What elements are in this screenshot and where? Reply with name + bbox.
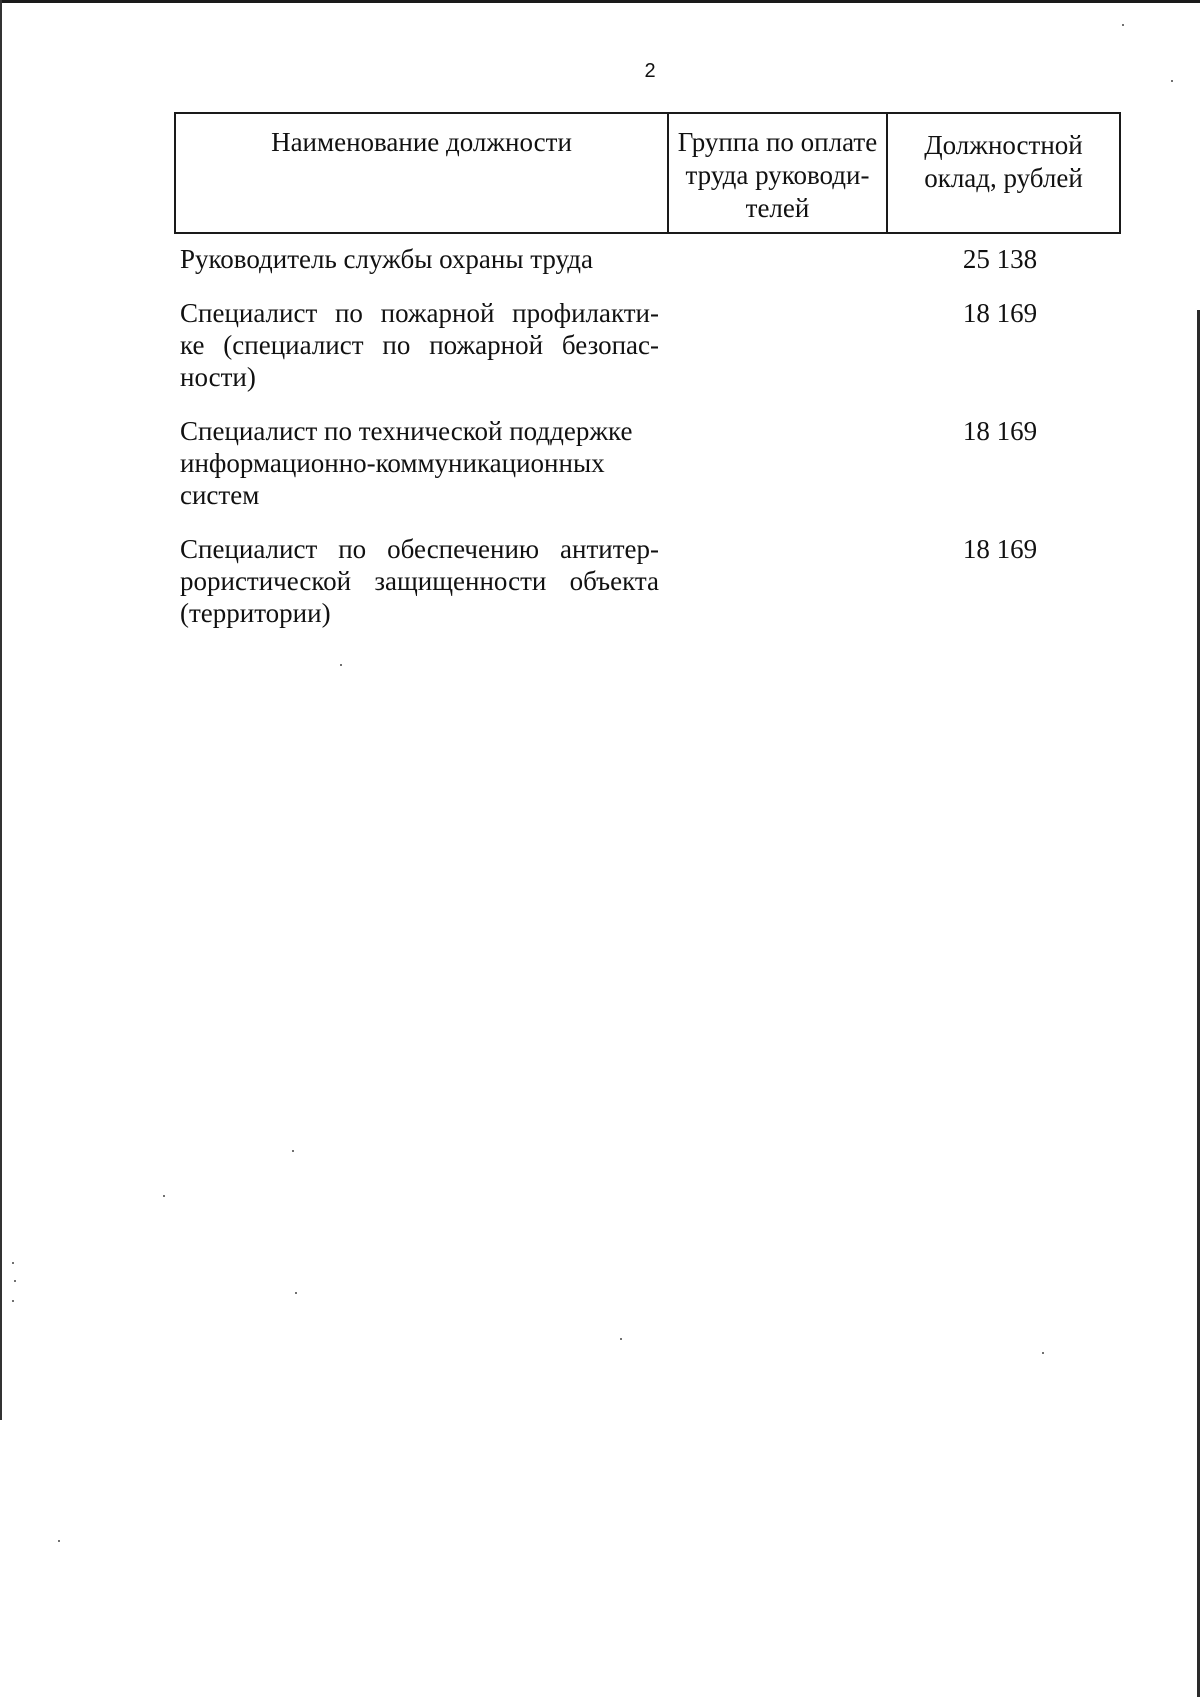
position-name [180, 297, 659, 393]
position-name [180, 243, 659, 275]
table-row [180, 297, 1120, 393]
header-line: оклад, рублей [924, 163, 1083, 193]
scan-speck [1122, 24, 1124, 26]
scan-speck [292, 1150, 294, 1152]
position-name-line: Специалист по пожарной профилакти- [180, 298, 659, 328]
salary-value: 18 169 [962, 298, 1038, 328]
table-body [180, 243, 1120, 651]
scan-edge-top [0, 0, 1200, 3]
salary-value: 18 169 [962, 416, 1038, 446]
position-name-line: информационно-коммуникационных [180, 448, 605, 478]
header-line: Должностной [924, 130, 1083, 160]
scan-speck [163, 1195, 165, 1197]
scan-speck [340, 664, 342, 666]
header-pay-group [669, 114, 888, 232]
position-name-line: Руководитель службы охраны труда [180, 244, 594, 274]
position-name [180, 415, 659, 511]
scan-edge-left [0, 0, 2, 1420]
salary-value: 25 138 [962, 244, 1038, 274]
header-line: труда руководи- [685, 160, 870, 190]
scan-speck [12, 1300, 14, 1302]
scan-speck [1042, 1352, 1044, 1354]
scan-speck [620, 1338, 622, 1340]
scan-speck [14, 1280, 16, 1282]
header-line: Наименование должности [271, 127, 572, 157]
scan-speck [295, 1292, 297, 1294]
header-line: телей [745, 193, 810, 223]
table-row [180, 533, 1120, 629]
header-salary [888, 114, 1119, 232]
position-name-line: Специалист по обеспечению антитер- [180, 534, 659, 564]
pay-group [659, 297, 880, 393]
position-name [180, 533, 659, 629]
position-name-line: ности) [180, 362, 256, 392]
position-name-line: ке (специалист по пожарной безопас- [180, 330, 659, 360]
salary-value: 18 169 [962, 534, 1038, 564]
header-line: Группа по оплате [677, 127, 878, 157]
table-header [174, 112, 1121, 234]
scan-speck [12, 1262, 14, 1264]
header-position-name [176, 114, 669, 232]
page-number: 2 [644, 60, 656, 82]
table-row [180, 243, 1120, 275]
pay-group [659, 533, 880, 629]
position-name-line: рористической защищенности объекта [180, 566, 659, 596]
table-row [180, 415, 1120, 511]
position-name-line: систем [180, 480, 260, 510]
pay-group [659, 243, 880, 275]
pay-group [659, 415, 880, 511]
position-name-line: (территории) [180, 598, 331, 628]
position-name-line: Специалист по технической поддержке [180, 416, 633, 446]
scan-speck [58, 1540, 60, 1542]
